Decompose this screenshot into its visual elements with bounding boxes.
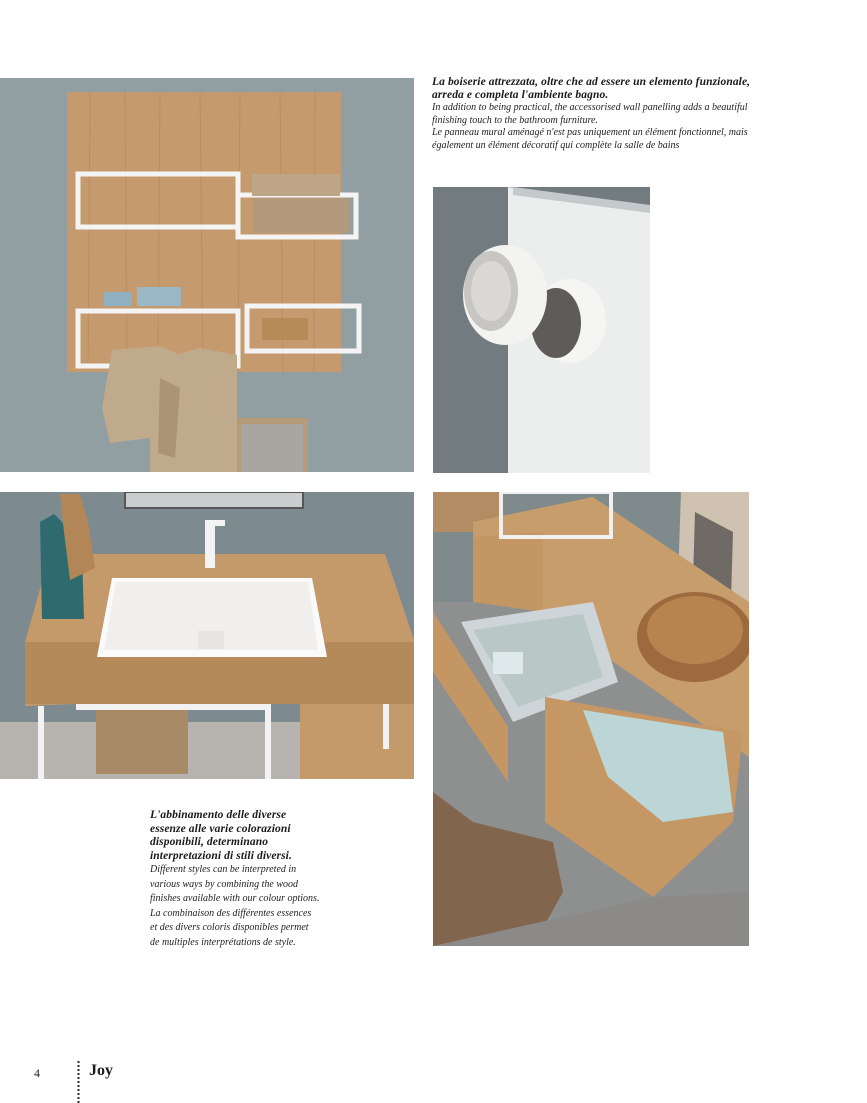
caption-text-french: Le panneau mural aménagé n'est pas uniquement un élément fonctionnel, mais également un élément décoratif qui complète la salle de bains xyxy=(432,127,748,151)
caption-text-french: La combinaison des différentes essences et des divers coloris disponibles permet de multiples interprétations de style. xyxy=(150,907,312,948)
caption-heading-italian: L'abbinamento delle diverse essenze alle varie colorazioni disponibili, determinano interpretazioni di stili diversi. xyxy=(150,809,292,862)
caption-heading-italian: La boiserie attrezzata, oltre che ad essere un elemento funzionale, arreda e completa l'ambiente bagno. xyxy=(432,76,751,101)
dotted-divider xyxy=(77,1060,80,1103)
photo-mirror-lamp xyxy=(433,187,650,473)
caption-text-english: Different styles can be interpreted in various ways by combining the wood finishes available with our colour options. xyxy=(150,864,320,904)
photo-wall-panelling-shelves xyxy=(0,78,414,472)
brand-name: Joy xyxy=(89,1062,113,1079)
photo-washbasin-console xyxy=(0,492,414,779)
page-number: 4 xyxy=(34,1066,40,1080)
caption-wood-finishes xyxy=(150,809,320,950)
photo-open-drawers xyxy=(433,492,749,946)
caption-text-english: In addition to being practical, the accessorised wall panelling adds a beautiful finishing touch to the bathroom furniture. xyxy=(432,102,748,126)
caption-wall-panelling xyxy=(432,76,752,152)
